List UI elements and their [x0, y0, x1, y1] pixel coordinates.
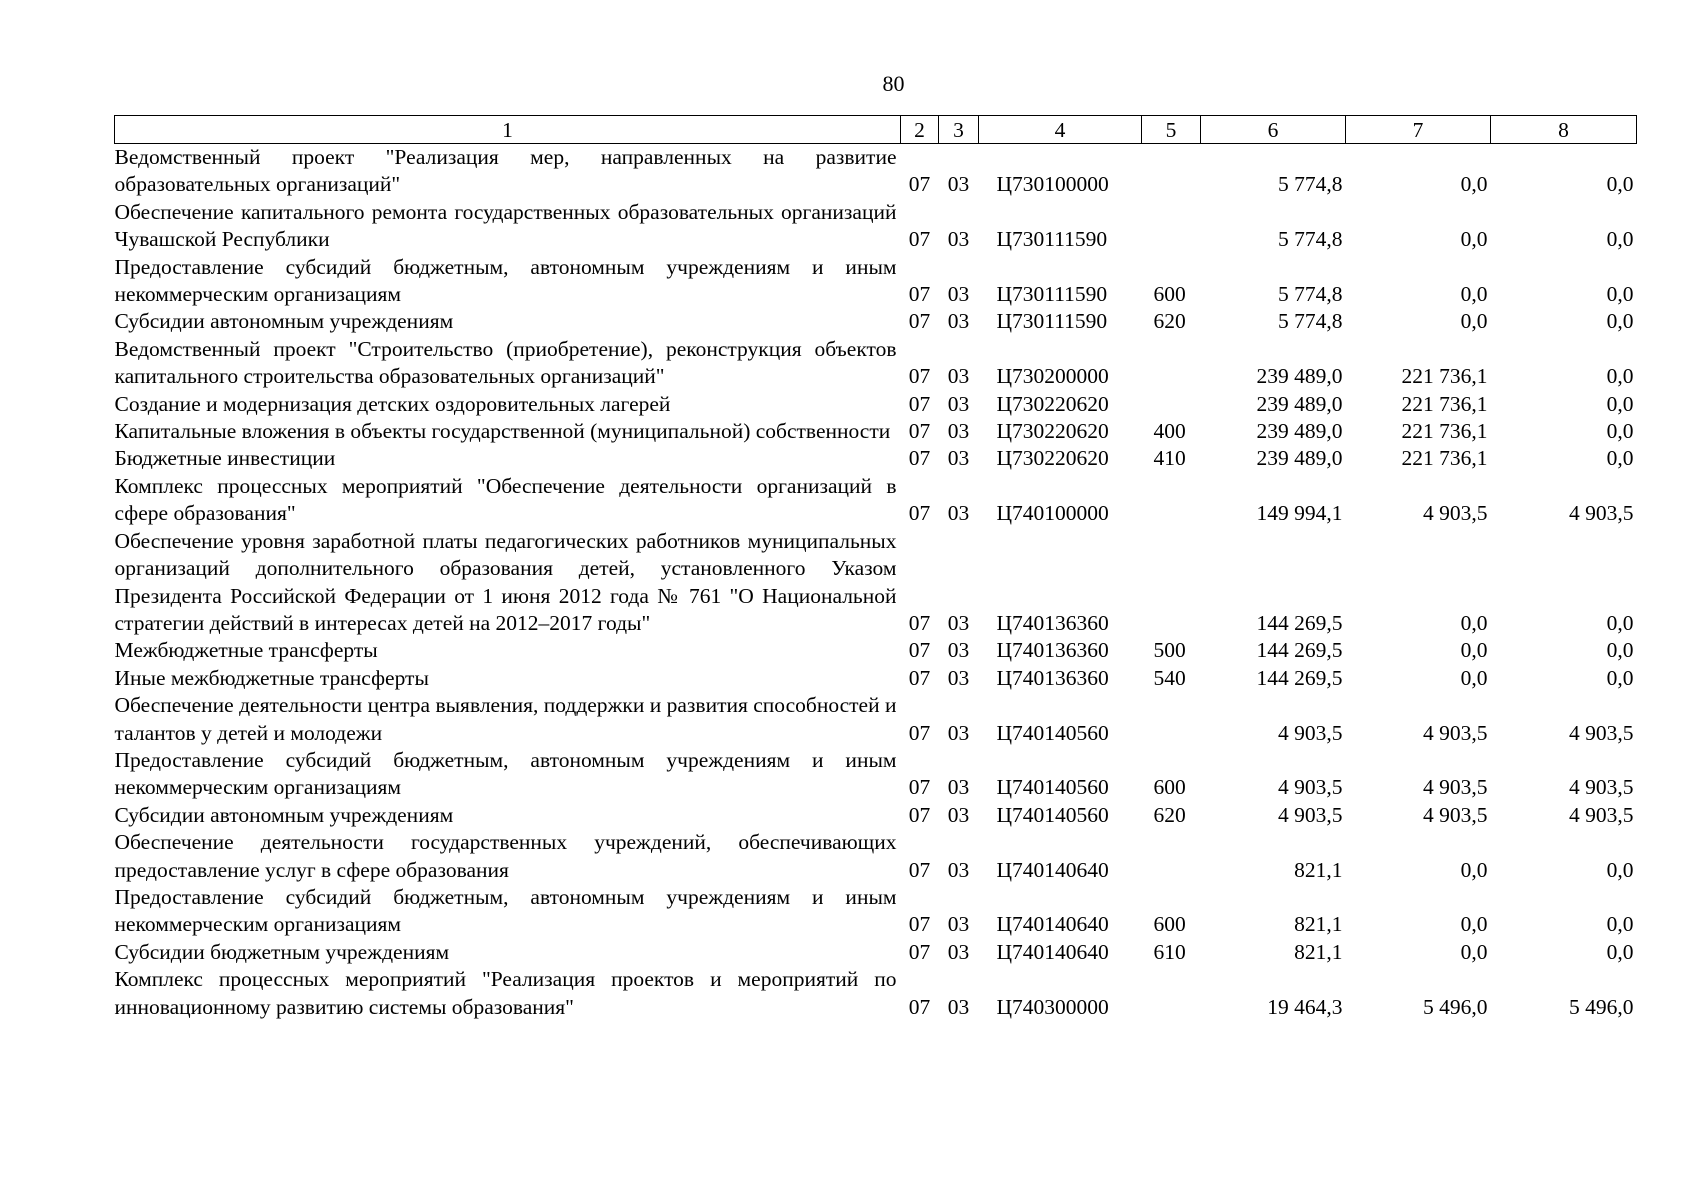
row-amount-col8: 0,0 — [1606, 665, 1634, 690]
row-amount-col7: 221 736,1 — [1401, 364, 1488, 389]
row-section: 07 — [908, 309, 931, 334]
column-header-7: 7 — [1346, 116, 1491, 144]
row-target-article: Ц740140560 — [996, 802, 1109, 827]
row-amount-col7: 0,0 — [1460, 610, 1488, 635]
row-target-article: Ц730200000 — [996, 364, 1109, 389]
row-target-article: Ц740300000 — [996, 994, 1109, 1019]
row-amount-col6: 239 489,0 — [1256, 364, 1343, 389]
row-subsection: 03 — [947, 665, 970, 690]
row-name: Предоставление субсидий бюджетным, автономным учреждениям и иным некоммерческим организациям — [114, 254, 897, 307]
row-amount-col7: 221 736,1 — [1401, 419, 1488, 444]
row-amount-col8: 0,0 — [1606, 610, 1634, 635]
row-section: 07 — [908, 912, 931, 937]
row-target-article: Ц730220620 — [996, 391, 1109, 416]
row-amount-col8: 0,0 — [1606, 857, 1634, 882]
row-amount-col7: 0,0 — [1460, 857, 1488, 882]
row-subsection: 03 — [947, 802, 970, 827]
row-section: 07 — [908, 857, 931, 882]
table-row — [115, 528, 1637, 638]
row-amount-col6: 4 903,5 — [1278, 720, 1343, 745]
row-section: 07 — [908, 282, 931, 307]
row-section: 07 — [908, 419, 931, 444]
row-amount-col6: 144 269,5 — [1256, 638, 1343, 663]
table-row — [115, 445, 1637, 472]
row-amount-col7: 4 903,5 — [1423, 720, 1488, 745]
row-name: Субсидии автономным учреждениям — [114, 802, 454, 827]
row-section: 07 — [908, 364, 931, 389]
row-amount-col8: 0,0 — [1606, 419, 1634, 444]
row-amount-col6: 5 774,8 — [1278, 282, 1343, 307]
row-name: Предоставление субсидий бюджетным, автономным учреждениям и иным некоммерческим организациям — [114, 747, 897, 800]
table-row — [115, 802, 1637, 829]
table-row — [115, 144, 1637, 199]
row-amount-col7: 0,0 — [1460, 939, 1488, 964]
row-name: Комплекс процессных мероприятий "Обеспечение деятельности организаций в сфере образования" — [114, 473, 897, 526]
row-section: 07 — [908, 227, 931, 252]
row-target-article: Ц740140560 — [996, 720, 1109, 745]
row-section: 07 — [908, 939, 931, 964]
row-amount-col6: 239 489,0 — [1256, 446, 1343, 471]
row-amount-col8: 0,0 — [1606, 939, 1634, 964]
row-expense-type: 400 — [1153, 419, 1186, 444]
row-amount-col7: 4 903,5 — [1423, 501, 1488, 526]
row-amount-col8: 4 903,5 — [1569, 720, 1634, 745]
row-amount-col8: 4 903,5 — [1569, 775, 1634, 800]
row-expense-type: 500 — [1153, 638, 1186, 663]
row-target-article: Ц740136360 — [996, 610, 1109, 635]
page-number: 80 — [882, 71, 905, 96]
table-row — [115, 308, 1637, 335]
table-row — [115, 692, 1637, 747]
row-subsection: 03 — [947, 391, 970, 416]
row-target-article: Ц740140560 — [996, 775, 1109, 800]
row-amount-col7: 5 496,0 — [1423, 994, 1488, 1019]
row-expense-type: 620 — [1153, 309, 1186, 334]
column-header-8: 8 — [1491, 116, 1637, 144]
row-target-article: Ц740136360 — [996, 638, 1109, 663]
row-amount-col6: 239 489,0 — [1256, 391, 1343, 416]
row-amount-col6: 4 903,5 — [1278, 802, 1343, 827]
row-amount-col8: 5 496,0 — [1569, 994, 1634, 1019]
row-subsection: 03 — [947, 364, 970, 389]
row-target-article: Ц730111590 — [996, 227, 1108, 252]
row-name: Создание и модернизация детских оздоровительных лагерей — [114, 391, 671, 416]
row-target-article: Ц740100000 — [996, 501, 1109, 526]
row-section: 07 — [908, 610, 931, 635]
row-subsection: 03 — [947, 610, 970, 635]
row-target-article: Ц730111590 — [996, 282, 1108, 307]
row-amount-col6: 144 269,5 — [1256, 610, 1343, 635]
row-expense-type — [1142, 336, 1201, 391]
row-amount-col6: 144 269,5 — [1256, 665, 1343, 690]
row-subsection: 03 — [947, 857, 970, 882]
row-amount-col7: 0,0 — [1460, 172, 1488, 197]
row-expense-type — [1142, 966, 1201, 1021]
row-section: 07 — [908, 638, 931, 663]
row-amount-col7: 4 903,5 — [1423, 775, 1488, 800]
row-subsection: 03 — [947, 172, 970, 197]
row-amount-col6: 239 489,0 — [1256, 419, 1343, 444]
column-header-2: 2 — [901, 116, 939, 144]
row-amount-col7: 0,0 — [1460, 282, 1488, 307]
row-target-article: Ц730220620 — [996, 446, 1109, 471]
column-header-1: 1 — [115, 116, 901, 144]
row-section: 07 — [908, 501, 931, 526]
table-row — [115, 473, 1637, 528]
row-section: 07 — [908, 172, 931, 197]
row-name: Обеспечение деятельности государственных учреждений, обеспечивающих предоставление услуг в сфере образования — [114, 830, 897, 882]
row-amount-col7: 0,0 — [1460, 309, 1488, 334]
row-expense-type — [1142, 473, 1201, 528]
row-amount-col6: 19 464,3 — [1267, 994, 1343, 1019]
row-subsection: 03 — [947, 720, 970, 745]
row-target-article: Ц730111590 — [996, 309, 1108, 334]
row-target-article: Ц740140640 — [996, 939, 1109, 964]
row-amount-col7: 0,0 — [1460, 912, 1488, 937]
row-expense-type — [1142, 829, 1201, 884]
table-row — [115, 884, 1637, 939]
row-name: Ведомственный проект "Строительство (приобретение), реконструкция объектов капитального строительства образовательных организаций" — [114, 336, 897, 389]
column-header-6: 6 — [1201, 116, 1346, 144]
row-amount-col8: 0,0 — [1606, 172, 1634, 197]
row-amount-col8: 0,0 — [1606, 446, 1634, 471]
row-expense-type — [1142, 391, 1201, 418]
row-amount-col7: 221 736,1 — [1401, 391, 1488, 416]
row-name: Обеспечение уровня заработной платы педагогических работников муниципальных организаций дополнительного образования детей, установленного Указом Президента Российской Федерации от 1 июня 2012 года № 761 "О Национальной стратегии действий в интересах детей на 2012–2017 годы" — [114, 528, 897, 635]
table-row — [115, 418, 1637, 445]
row-amount-col8: 0,0 — [1606, 309, 1634, 334]
row-section: 07 — [908, 802, 931, 827]
row-amount-col6: 5 774,8 — [1278, 172, 1343, 197]
row-amount-col7: 0,0 — [1460, 638, 1488, 663]
row-amount-col6: 149 994,1 — [1256, 501, 1343, 526]
row-target-article: Ц740136360 — [996, 665, 1109, 690]
row-expense-type — [1142, 692, 1201, 747]
row-subsection: 03 — [947, 939, 970, 964]
row-amount-col6: 5 774,8 — [1278, 227, 1343, 252]
row-name: Предоставление субсидий бюджетным, автономным учреждениям и иным некоммерческим организациям — [114, 884, 897, 937]
row-amount-col6: 4 903,5 — [1278, 775, 1343, 800]
row-name: Субсидии бюджетным учреждениям — [114, 939, 450, 964]
table-row — [115, 829, 1637, 884]
table-row — [115, 966, 1637, 1021]
row-target-article: Ц730100000 — [996, 172, 1109, 197]
table-row — [115, 199, 1637, 254]
row-expense-type — [1142, 144, 1201, 199]
row-subsection: 03 — [947, 419, 970, 444]
table-header — [115, 116, 1637, 144]
column-header-5: 5 — [1142, 116, 1201, 144]
row-name: Межбюджетные трансферты — [114, 638, 378, 663]
table-row — [115, 665, 1637, 692]
row-expense-type — [1142, 199, 1201, 254]
row-amount-col8: 0,0 — [1606, 638, 1634, 663]
table-body — [115, 144, 1637, 1022]
row-name: Иные межбюджетные трансферты — [114, 665, 429, 690]
row-amount-col8: 0,0 — [1606, 364, 1634, 389]
row-subsection: 03 — [947, 775, 970, 800]
table-row — [115, 939, 1637, 966]
header-row — [115, 116, 1637, 144]
row-name: Капитальные вложения в объекты государственной (муниципальной) собственности — [114, 419, 891, 444]
row-section: 07 — [908, 720, 931, 745]
row-amount-col7: 221 736,1 — [1401, 446, 1488, 471]
row-expense-type: 600 — [1153, 912, 1186, 937]
row-subsection: 03 — [947, 638, 970, 663]
row-name: Субсидии автономным учреждениям — [114, 309, 454, 334]
row-name: Обеспечение капитального ремонта государственных образовательных организаций Чувашской Республики — [114, 199, 897, 252]
row-expense-type — [1142, 528, 1201, 638]
row-expense-type: 600 — [1153, 282, 1186, 307]
column-header-3: 3 — [939, 116, 979, 144]
row-target-article: Ц740140640 — [996, 912, 1109, 937]
row-amount-col6: 821,1 — [1294, 912, 1343, 937]
row-amount-col8: 0,0 — [1606, 912, 1634, 937]
row-amount-col8: 4 903,5 — [1569, 802, 1634, 827]
row-target-article: Ц730220620 — [996, 419, 1109, 444]
row-amount-col7: 0,0 — [1460, 227, 1488, 252]
row-subsection: 03 — [947, 227, 970, 252]
table-row — [115, 336, 1637, 391]
row-subsection: 03 — [947, 446, 970, 471]
row-name: Ведомственный проект "Реализация мер, направленных на развитие образовательных организаций" — [114, 145, 897, 197]
row-section: 07 — [908, 446, 931, 471]
row-expense-type: 610 — [1153, 939, 1186, 964]
table-row — [115, 747, 1637, 802]
row-section: 07 — [908, 665, 931, 690]
row-expense-type: 620 — [1153, 802, 1186, 827]
row-amount-col6: 821,1 — [1294, 939, 1343, 964]
row-amount-col7: 4 903,5 — [1423, 802, 1488, 827]
row-name: Комплекс процессных мероприятий "Реализация проектов и мероприятий по инновационному развитию системы образования" — [114, 967, 897, 1019]
row-amount-col8: 0,0 — [1606, 227, 1634, 252]
row-amount-col6: 5 774,8 — [1278, 309, 1343, 334]
row-amount-col6: 821,1 — [1294, 857, 1343, 882]
row-name: Бюджетные инвестиции — [114, 446, 336, 471]
row-amount-col8: 0,0 — [1606, 282, 1634, 307]
row-amount-col7: 0,0 — [1460, 665, 1488, 690]
budget-table — [114, 115, 1637, 1021]
row-expense-type: 540 — [1153, 665, 1186, 690]
row-amount-col8: 0,0 — [1606, 391, 1634, 416]
table-row — [115, 637, 1637, 664]
row-target-article: Ц740140640 — [996, 857, 1109, 882]
row-section: 07 — [908, 994, 931, 1019]
row-expense-type: 410 — [1153, 446, 1186, 471]
row-section: 07 — [908, 775, 931, 800]
row-subsection: 03 — [947, 282, 970, 307]
row-amount-col8: 4 903,5 — [1569, 501, 1634, 526]
row-subsection: 03 — [947, 912, 970, 937]
table-row — [115, 254, 1637, 309]
row-section: 07 — [908, 391, 931, 416]
row-subsection: 03 — [947, 501, 970, 526]
row-subsection: 03 — [947, 309, 970, 334]
table-row — [115, 391, 1637, 418]
row-name: Обеспечение деятельности центра выявления, поддержки и развития способностей и талантов у детей и молодежи — [114, 693, 897, 745]
row-expense-type: 600 — [1153, 775, 1186, 800]
row-subsection: 03 — [947, 994, 970, 1019]
column-header-4: 4 — [979, 116, 1142, 144]
